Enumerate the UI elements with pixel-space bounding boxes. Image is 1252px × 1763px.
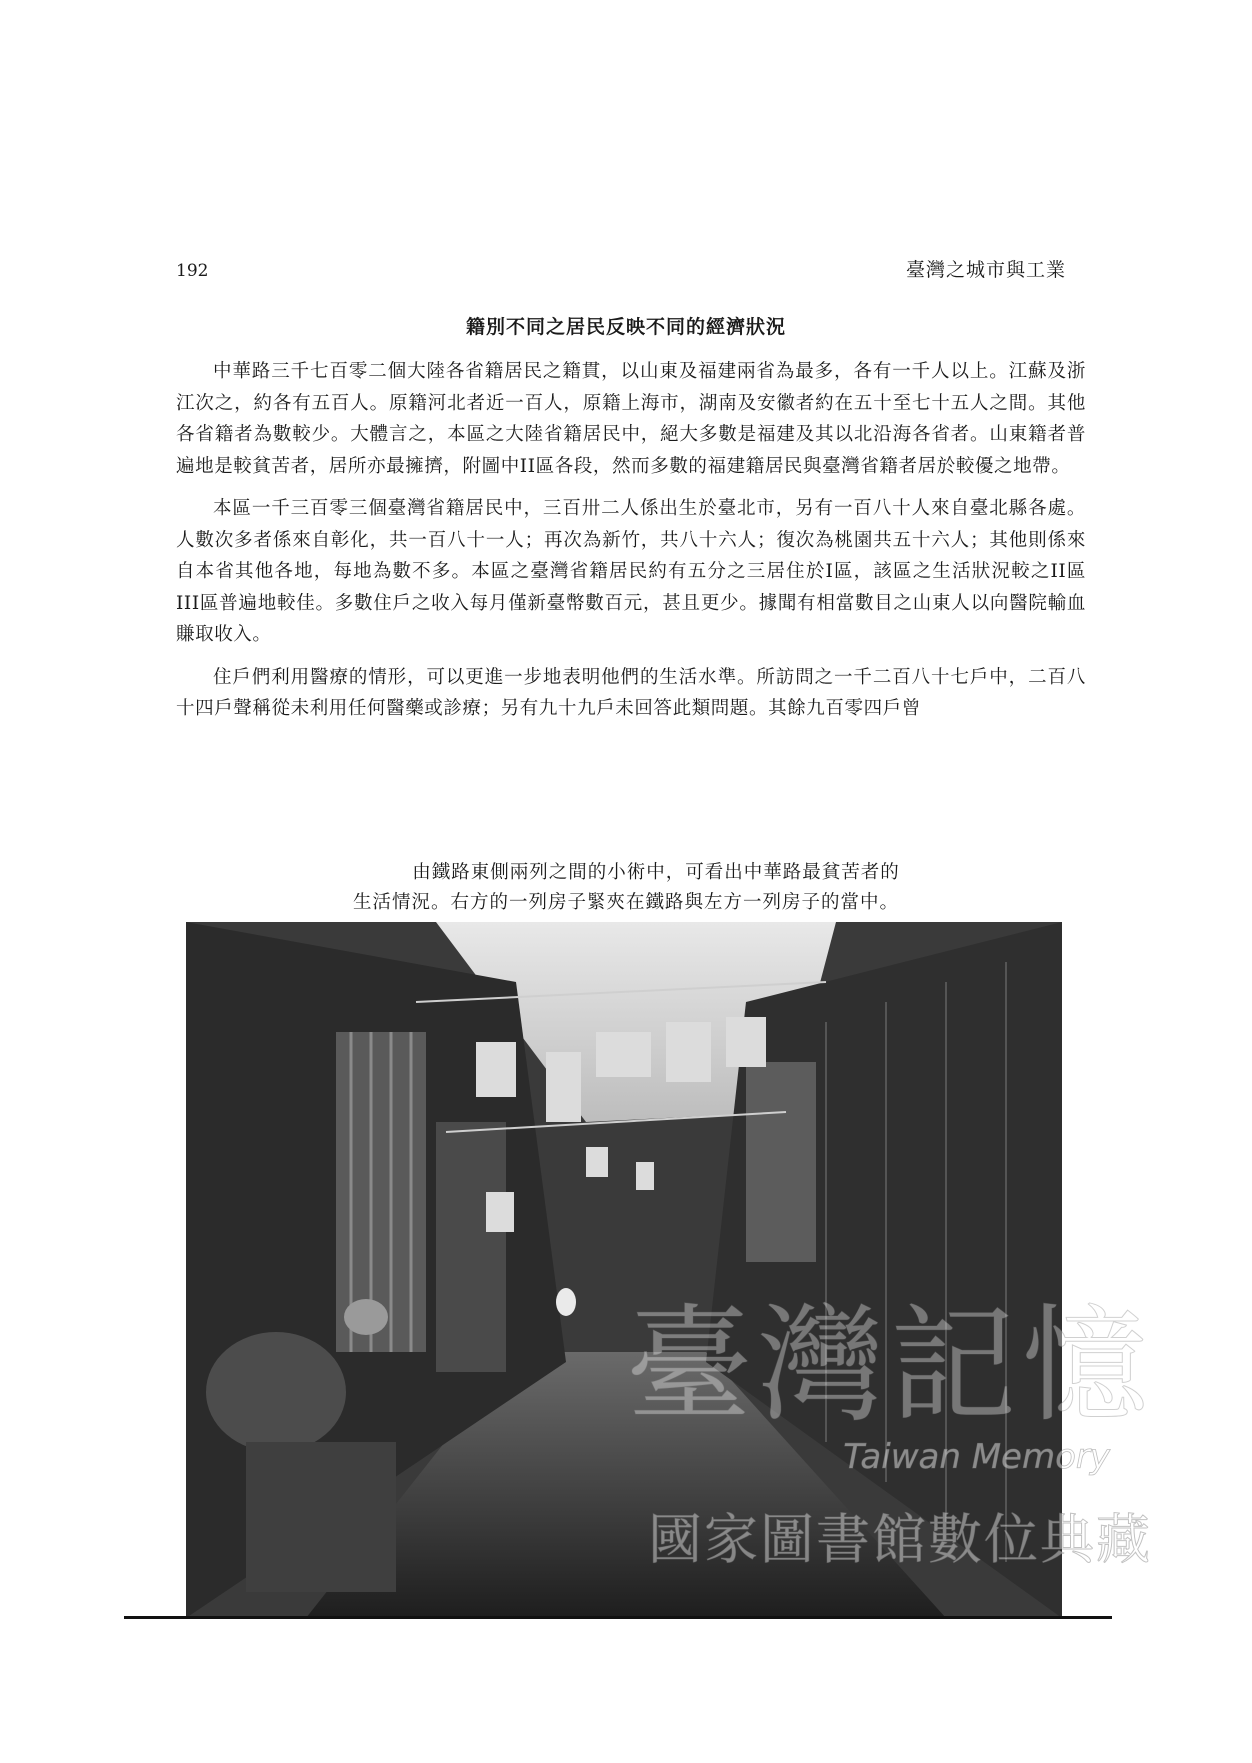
bottom-rule — [124, 1616, 1112, 1619]
alley-photograph — [186, 922, 1062, 1618]
watermark-main: 臺灣記憶 — [626, 1292, 1154, 1439]
body-text — [176, 356, 1086, 736]
caption-line-2: 生活情況。右方的一列房子緊夾在鐵路與左方一列房子的當中。 — [352, 892, 899, 913]
paragraph-1: 中華路三千七百零二個大陸各省籍居民之籍貫，以山東及福建兩省為最多，各有一千人以上。江蘇及浙江次之，約各有五百人。原籍河北者近一百人，原籍上海市，湖南及安徽者約在五十至七十五人之間。其他各省籍者為數較少。大體言之，本區之大陸省籍居民中，絕大多數是福建及其以北沿海各省者。山東籍者普遍地是較貧苦者，居所亦最擁擠，附圖中II區各段，然而多數的福建籍居民與臺灣省籍者居於較優之地帶。 — [176, 361, 1086, 477]
section-title: 籍別不同之居民反映不同的經濟狀況 — [465, 316, 786, 338]
alley-photo-illustration — [186, 922, 1062, 1618]
watermark-library: 國家圖書館數位典藏 — [648, 1508, 1152, 1571]
caption-line-1: 由鐵路東側兩列之間的小術中，可看出中華路最貧苦者的 — [412, 862, 900, 883]
running-header — [176, 255, 1066, 282]
paragraph-2: 本區一千三百零三個臺灣省籍居民中，三百卅二人係出生於臺北市，另有一百八十人來自臺北縣各處。人數次多者係來自彰化，共一百八十一人；再次為新竹，共八十六人；復次為桃園共五十六人；其他則係來自本省其他各地，每地為數不多。本區之臺灣省籍居民約有五分之三居住於I區，該區之生活狀況較之II區 III區普遍地較佳。多數住戶之收入每月僅新臺幣數百元，甚且更少。據聞有相當數目之山東人以向醫院輸血賺取收入。 — [176, 498, 1086, 645]
running-title: 臺灣之城市與工業 — [905, 259, 1066, 281]
paragraph-3: 住戶們利用醫療的情形，可以更進一步地表明他們的生活水準。所訪問之一千二百八十七戶中，二百八十四戶聲稱從未利用任何醫藥或診療；另有九十九戶未回答此類問題。其餘九百零四戶曾 — [176, 666, 1086, 719]
watermark-english: Taiwan Memory — [843, 1437, 1110, 1477]
photo-caption — [0, 858, 1252, 918]
page-number: 192 — [176, 261, 209, 281]
